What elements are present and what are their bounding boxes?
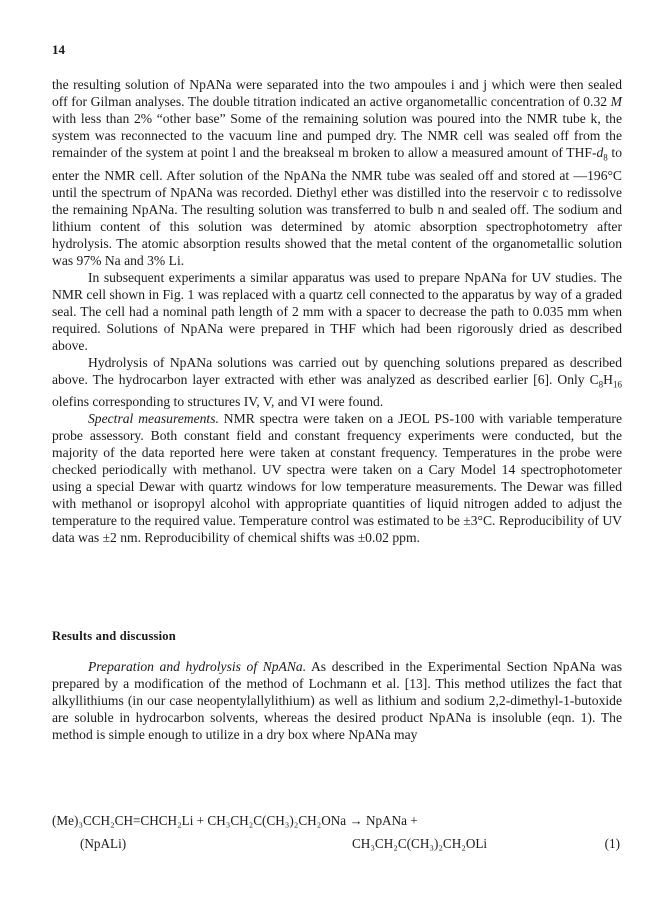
equation-npali-label: (NpALi) [80,836,127,851]
paragraph-hydrolysis: Hydrolysis of NpANa solutions was carried out by quenching solutions prepared as described above. The hydrocarbon layer extracted with ether was analyzed as described earlier [6]. Only $C_8H_{16}$ olefins corresponding to structures IV, V, and VI were found. [52,354,622,410]
equation-number: (1) [604,836,620,851]
paragraph-preparation: Preparation and hydrolysis of NpANa. As described in the Experimental Section NpANa was prepared by a modification of the method of Lochmann et al. [13]. This method utilizes the fact that alkyllithiums (in our case neopentylallylithium) as well as lithium and sodium 2,2-dimethyl-1-butoxide are soluble in hydrocarbon solvents, whereas the desired product NpANa is insoluble (eqn. 1). The method is simple enough to utilize in a dry box where NpANa may [52,659,622,742]
equation-line-2 [52,835,620,852]
experimental-text [52,76,622,546]
chemical-equation [52,812,620,852]
paragraph-uv-studies: In subsequent experiments a similar apparatus was used to prepare NpANa for UV studies. The NMR cell shown in Fig. 1 was replaced with a quartz cell connected to the apparatus by way of a graded seal. The cell had a nominal path length of 2 mm with a spacer to decrease the path to 0.035 mm when required. Solutions of NpANa were prepared in THF which had been rigorously dried as described above. [52,269,622,353]
equation-product: CH₃CH₂C(CH₃)₂CH₂OLi [352,836,488,851]
paragraph-spectral-measurements: Spectral measurements. NMR spectra were taken on a JEOL PS-100 with variable temperature probe assessory. Both constant field and constant frequency experiments were conducted, but the majority of the data reported here were taken at constant frequency. Temperatures in the probe were checked periodically with methanol. UV spectra were taken on a Cary Model 14 spectrophotometer using a special Dewar with quartz windows for low temperature measurements. The Dewar was filled with methanol or isopropyl alcohol with appropriate quantities of liquid nitrogen added to adjust the temperature to the required value. Temperature control was estimated to be ±3°C. Reproducibility of UV data was ±2 nm. Reproducibility of chemical shifts was ±0.02 ppm. [52,411,622,546]
results-text [52,658,622,743]
section-heading: Results and discussion [52,629,176,643]
page-number: 14 [52,42,65,57]
equation-line-1: (Me)₃CCH₂CH=CHCH₂Li + CH₃CH₂C(CH₃)₂CH₂ONa → NpANa + [52,813,418,828]
paragraph-ampoules: the resulting solution of NpANa were separated into the two ampoules i and j which were then sealed off for Gilman analyses. The double titration indicated an active organometallic concentration of 0.32 M with less than 2% “other base” Some of the remaining solution was poured into the NMR tube k, the system was reconnected to the vacuum line and pumped dry. The NMR cell was sealed off from the remainder of the system at point l and the breakseal m broken to allow a measured amount of THF-$d_8$ to enter the NMR cell. After solution of the NpANa the NMR tube was sealed off and stored at —196°C until the spectrum of NpANa was recorded. Diethyl ether was distilled into the reservoir c to redissolve the remaining NpANa. The resulting solution was transferred to bulb n and sealed off. The sodium and lithium content of this solution was determined by atomic absorption spectrophotometry after hydrolysis. The atomic absorption results showed that the metal content of the organometallic solution was 97% Na and 3% Li. [52,77,622,268]
